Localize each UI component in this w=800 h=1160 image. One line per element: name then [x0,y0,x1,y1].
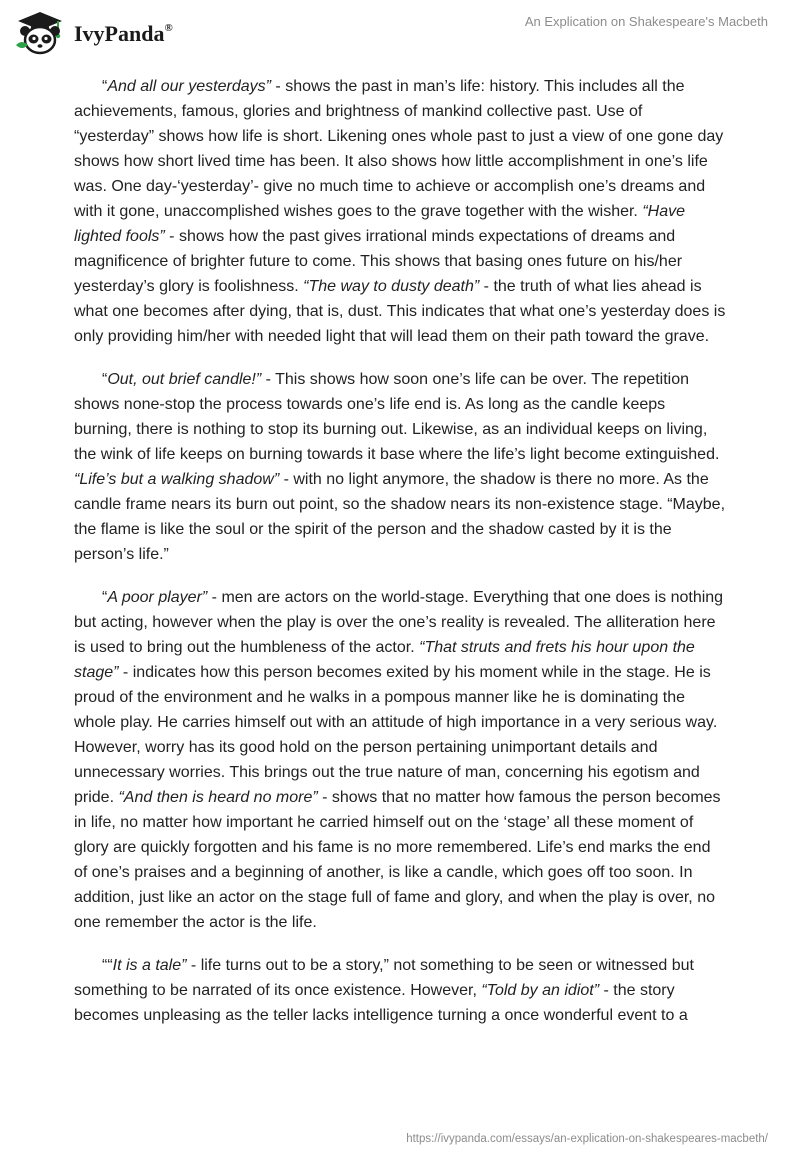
quoted-line: “Life’s but a walking shadow” [74,471,280,488]
text-run: ““ [102,957,113,974]
quoted-line: And all our yesterdays” [107,78,271,95]
quoted-line: A poor player” [107,589,208,606]
text-run: - men are actors on the world-stage. Everything that one does is nothing but acting, however when the play is over the one’s reality is revealed. The alliteration here is used to bring out the humbleness of the actor. [74,589,724,656]
paragraph [74,367,726,567]
essay-body [74,74,726,1046]
quoted-line: “And then is heard no more” [118,789,318,806]
text-run: - with no light anymore, the shadow is there no more. As the candle frame nears its burn out point, so the shadow nears its non-existence stage. “Maybe, the flame is like the soul or the spirit of the person and the shadow casted by it is the person’s life.” [74,471,726,563]
document-title: An Explication on Shakespeare's Macbeth [524,14,768,29]
quoted-line: “Have lighted fools” [74,203,686,245]
text-run: - shows that no matter how famous the person becomes in life, no matter how important he carried himself out on the ‘stage’ all these moment of glory are quickly forgotten and his fame is no more remembered. Life’s end marks the end of one’s praises and a beginning of another, is like a candle, which goes off too soon. In addition, just like an actor on the stage full of fame and glory, and when the play is over, no one remember the actor is the life. [74,789,721,931]
paragraph [74,953,726,1028]
text-run: “ [102,78,108,95]
text-run: - shows how the past gives irrational minds expectations of dreams and magnificence of brighter future to come. This shows that basing ones future on his/her yesterday’s glory is foolishness. [74,228,683,295]
text-run: “ [102,589,108,606]
source-url[interactable]: https://ivypanda.com/essays/an-explication-on-shakespeares-macbeth/ [406,1133,768,1145]
text-run: - shows the past in man’s life: history. This includes all the achievements, famous, glories and brightness of mankind collective past. Use of “yesterday” shows how life is short. Likening ones whole past to just a view of one gone day shows how short lived time has been. It also shows how little accomplishment in one’s life was. One day-‘yesterday’- give no much time to achieve or accomplish one’s dreams and with it gone, unaccomplished wishes goes to the grave together with the wisher. [74,78,724,220]
text-run: - indicates how this person becomes exited by his moment while in the stage. He is proud of the environment and he walks in a pompous manner like he is dominating the whole play. He carries himself out with an attitude of high importance in a very serious way. However, worry has its good hold on the person pertaining unimportant details and unnecessary worries. This brings out the true nature of man, concerning his egotism and pride. [74,664,718,806]
ivypanda-logo[interactable] [14,9,173,55]
text-run: - the story becomes unpleasing as the teller lacks intelligence turning a once wonderful event to a [74,982,688,1024]
quoted-line: “Told by an idiot” [481,982,600,999]
paragraph [74,74,726,349]
panda-graduate-icon [14,9,66,55]
page-header [0,0,800,70]
quoted-line: “That struts and frets his hour upon the stage” [74,639,695,681]
text-run: - This shows how soon one’s life can be over. The repetition shows none-stop the process towards one’s life end is. As long as the candle keeps burning, there is nothing to stop its burning out. Likewise, as an individual keeps on living, the wink of life keeps on burning towards it base where the life’s light become extinguished. [74,371,720,463]
text-run: “ [102,371,108,388]
quoted-line: It is a tale” [112,957,187,974]
brand-name: IvyPanda® [74,21,173,46]
paragraph [74,585,726,935]
quoted-line: Out, out brief candle!” [107,371,262,388]
text-run: - life turns out to be a story,” not something to be seen or witnessed but something to be narrated of its once existence. However, [74,957,694,999]
quoted-line: “The way to dusty death” [303,278,480,295]
text-run: - the truth of what lies ahead is what one becomes after dying, that is, dust. This indicates that what one’s yesterday does is only providing him/her with needed light that will lead them on their path toward the grave. [74,278,726,345]
